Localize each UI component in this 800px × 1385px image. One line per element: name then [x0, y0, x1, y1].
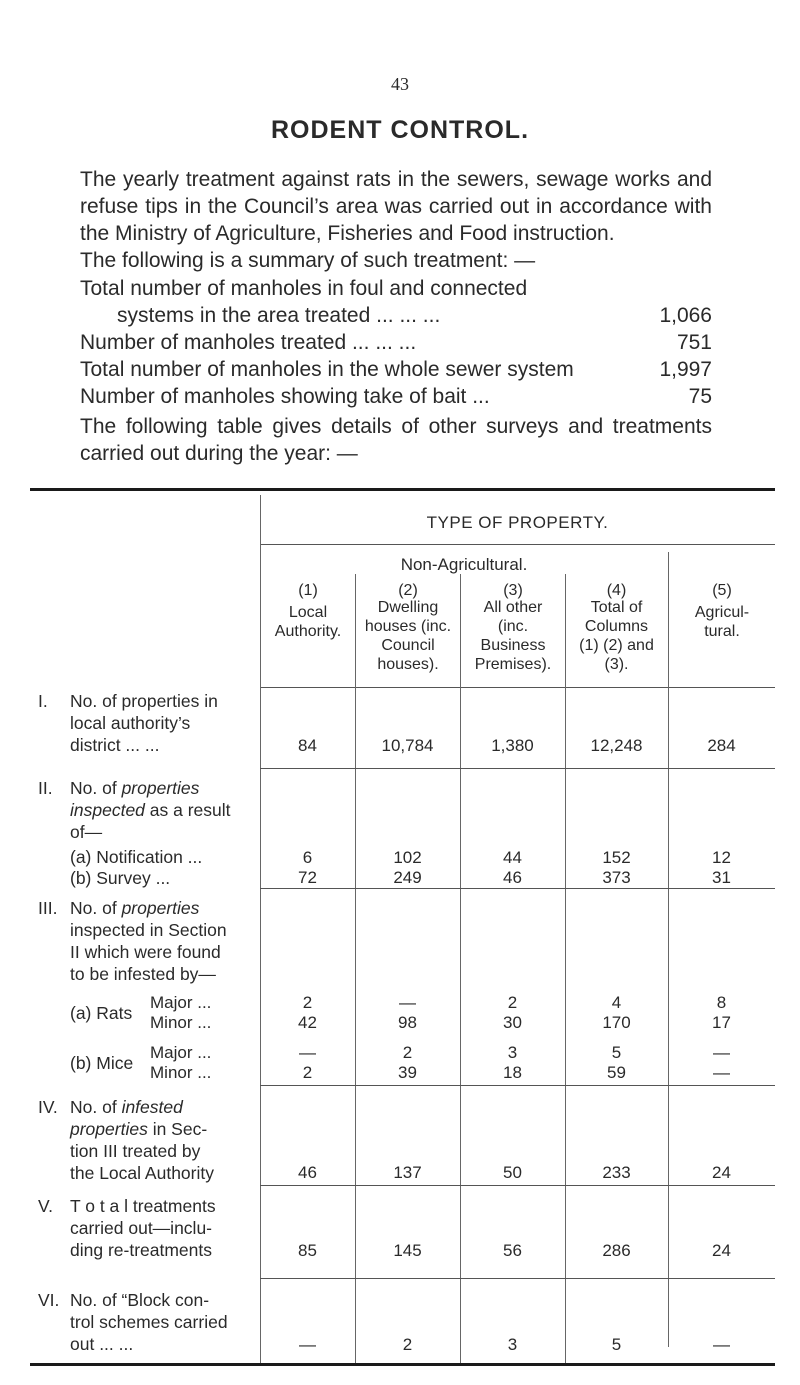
row-number: IV.	[38, 1097, 58, 1117]
row-divider	[260, 1278, 775, 1279]
table-cell: 6	[302, 848, 313, 867]
column-number: (3)	[503, 582, 523, 599]
table-cell: 24	[712, 1241, 731, 1260]
row-label: local authority’s	[70, 713, 191, 733]
row-label: tion III treated by	[70, 1141, 201, 1161]
table-cell: 44	[503, 848, 522, 867]
row-number: I.	[38, 691, 48, 711]
row-label: No. of “Block con-	[70, 1290, 210, 1310]
table-cell: 17	[712, 1013, 731, 1032]
column-label: houses).	[377, 656, 439, 673]
summary-value: 75	[688, 385, 712, 408]
table-cell: 152	[602, 848, 631, 867]
row-label-text: as a result	[144, 800, 231, 820]
row-label-text: in Sec-	[147, 1119, 208, 1139]
row-label: inspected in Section	[70, 920, 227, 940]
column-label: Local	[288, 604, 328, 621]
column-label: Total of	[590, 599, 643, 616]
table-cell: —	[299, 1335, 316, 1354]
column-label: Premises).	[474, 656, 552, 673]
row-label: of—	[70, 822, 103, 842]
row-label: II which were found	[70, 942, 221, 962]
column-label: Columns	[584, 618, 649, 635]
row-label: T o t a l treatments	[70, 1196, 216, 1216]
header-divider	[260, 544, 775, 545]
column-label: (1) (2) and	[579, 637, 654, 654]
summary-value: 1,997	[659, 358, 712, 381]
column-number: (1)	[298, 582, 318, 599]
row-sublabel-major: Major ...	[150, 993, 212, 1012]
column-number: (4)	[606, 582, 627, 599]
header-type-of-property: TYPE OF PROPERTY.	[426, 513, 609, 532]
summary-label: Total number of manholes in foul and connected	[80, 277, 528, 300]
table-cell: 50	[503, 1163, 522, 1182]
intro-paragraph: The yearly treatment against rats in the sewers, sewage works and refuse tips in the Council’s area was carried out in accordance with the Ministry of Agriculture, Fisheries and Food instruction.	[80, 168, 712, 245]
table-cell: 102	[393, 848, 422, 867]
table-cell: 2	[402, 1335, 413, 1354]
table-cell: 2	[507, 993, 518, 1012]
column-label: (inc.	[497, 618, 529, 635]
row-sublabel-major: Major ...	[150, 1043, 212, 1062]
row-label-emphasis: inspected	[70, 800, 145, 820]
table-cell: 137	[393, 1163, 422, 1182]
row-label-emphasis: infested	[121, 1097, 183, 1117]
table-cell: 85	[298, 1241, 317, 1260]
summary-label: Total number of manholes in the whole sewer system	[80, 358, 574, 381]
table-cell: 373	[602, 868, 631, 887]
summary-label: systems in the area treated ... ... ...	[117, 304, 441, 327]
table-top-rule	[30, 488, 775, 491]
row-sublabel: (b) Survey ...	[70, 868, 171, 888]
row-label	[70, 898, 199, 919]
summary-intro: The following is a summary of such treatment: —	[80, 249, 536, 272]
table-cell: 3	[507, 1043, 518, 1062]
column-label: All other	[483, 599, 543, 616]
row-divider	[260, 1085, 775, 1086]
table-cell: 18	[503, 1063, 522, 1082]
column-number: (2)	[398, 582, 418, 599]
row-label-emphasis: properties	[121, 898, 200, 918]
column-number: (5)	[712, 582, 732, 599]
row-label: trol schemes carried	[70, 1312, 228, 1332]
header-non-agricultural: Non-Agricultural.	[400, 555, 528, 574]
table-cell: 12	[712, 848, 731, 867]
table-cell: 12,248	[590, 736, 643, 755]
table-intro: The following table gives details of other surveys and treatments carried out during the year: —	[80, 415, 712, 465]
table-cell: —	[713, 1335, 730, 1354]
table-cell: 24	[712, 1163, 731, 1182]
row-label: No. of properties in	[70, 691, 218, 711]
row-label: out ... ...	[70, 1334, 134, 1354]
row-label: to be infested by—	[70, 964, 216, 984]
table-cell: 72	[298, 868, 317, 887]
table-cell: 46	[298, 1163, 317, 1182]
table-cell: —	[399, 993, 416, 1012]
table-bottom-rule	[30, 1363, 775, 1366]
row-number: III.	[38, 898, 58, 918]
table-cell: 286	[602, 1241, 631, 1260]
table-cell: —	[713, 1063, 730, 1082]
column-label: houses (inc.	[364, 618, 452, 635]
column-label: Council	[381, 637, 435, 654]
row-label	[70, 1097, 183, 1118]
row-sublabel: (a) Notification ...	[70, 847, 203, 867]
row-label-text: No. of	[70, 1097, 122, 1117]
table-cell: 59	[607, 1063, 626, 1082]
page-title: RODENT CONTROL.	[270, 116, 530, 144]
row-sublabel-minor: Minor ...	[150, 1063, 212, 1082]
table-cell: 249	[393, 868, 422, 887]
table-cell: 170	[602, 1013, 631, 1032]
table-cell: 56	[503, 1241, 522, 1260]
row-label: carried out—inclu-	[70, 1218, 212, 1238]
row-divider	[260, 888, 775, 889]
row-label: district ... ...	[70, 735, 160, 755]
row-sublabel-rats: (a) Rats	[70, 1003, 133, 1023]
table-cell: 1,380	[491, 736, 534, 755]
table-cell: —	[713, 1043, 730, 1062]
row-label-emphasis: properties	[70, 1119, 148, 1139]
column-label: Business	[480, 637, 546, 654]
row-divider	[260, 768, 775, 769]
row-label-text: No. of	[70, 778, 122, 798]
row-label	[70, 778, 199, 799]
page-number: 43	[391, 74, 409, 94]
row-divider	[260, 1185, 775, 1186]
table-cell: 233	[602, 1163, 631, 1182]
table-cell: 2	[302, 1063, 313, 1082]
row-sublabel-mice: (b) Mice	[70, 1053, 134, 1073]
table-cell: 284	[707, 736, 736, 755]
column-label: tural.	[704, 623, 740, 640]
row-label: the Local Authority	[70, 1163, 214, 1183]
table-cell: 39	[398, 1063, 417, 1082]
table-cell: 10,784	[381, 736, 434, 755]
table-cell: 31	[712, 868, 731, 887]
table-cell: 2	[302, 993, 313, 1012]
column-label: Dwelling	[377, 599, 439, 616]
table-cell: —	[299, 1043, 316, 1062]
table-cell: 5	[611, 1335, 622, 1354]
table-cell: 30	[503, 1013, 522, 1032]
table-cell: 3	[507, 1335, 518, 1354]
row-label-text: No. of	[70, 898, 122, 918]
table-cell: 2	[402, 1043, 413, 1062]
table-cell: 5	[611, 1043, 622, 1062]
table-cell: 42	[298, 1013, 317, 1032]
column-label: (3).	[604, 656, 629, 673]
row-number: V.	[38, 1196, 53, 1216]
summary-value: 1,066	[659, 304, 712, 327]
header-bottom-divider	[260, 687, 775, 688]
row-label	[70, 1119, 207, 1140]
table-cell: 84	[298, 736, 317, 755]
table-cell: 145	[393, 1241, 422, 1260]
row-number: II.	[38, 778, 53, 798]
column-divider	[260, 495, 261, 1363]
table-cell: 8	[716, 993, 727, 1012]
summary-label: Number of manholes treated ... ... ...	[80, 331, 417, 354]
row-number: VI.	[38, 1290, 60, 1310]
table-cell: 4	[611, 993, 622, 1012]
table-cell: 46	[503, 868, 522, 887]
column-label: Authority.	[274, 623, 342, 640]
row-label: ding re-treatments	[70, 1240, 213, 1260]
summary-value: 751	[676, 331, 712, 354]
row-label	[70, 800, 231, 821]
row-sublabel-minor: Minor ...	[150, 1013, 212, 1032]
column-label: Agricul-	[694, 604, 750, 621]
column-divider	[668, 552, 669, 1347]
table-cell: 98	[398, 1013, 417, 1032]
summary-label: Number of manholes showing take of bait ...	[80, 385, 490, 408]
row-label-emphasis: properties	[121, 778, 200, 798]
